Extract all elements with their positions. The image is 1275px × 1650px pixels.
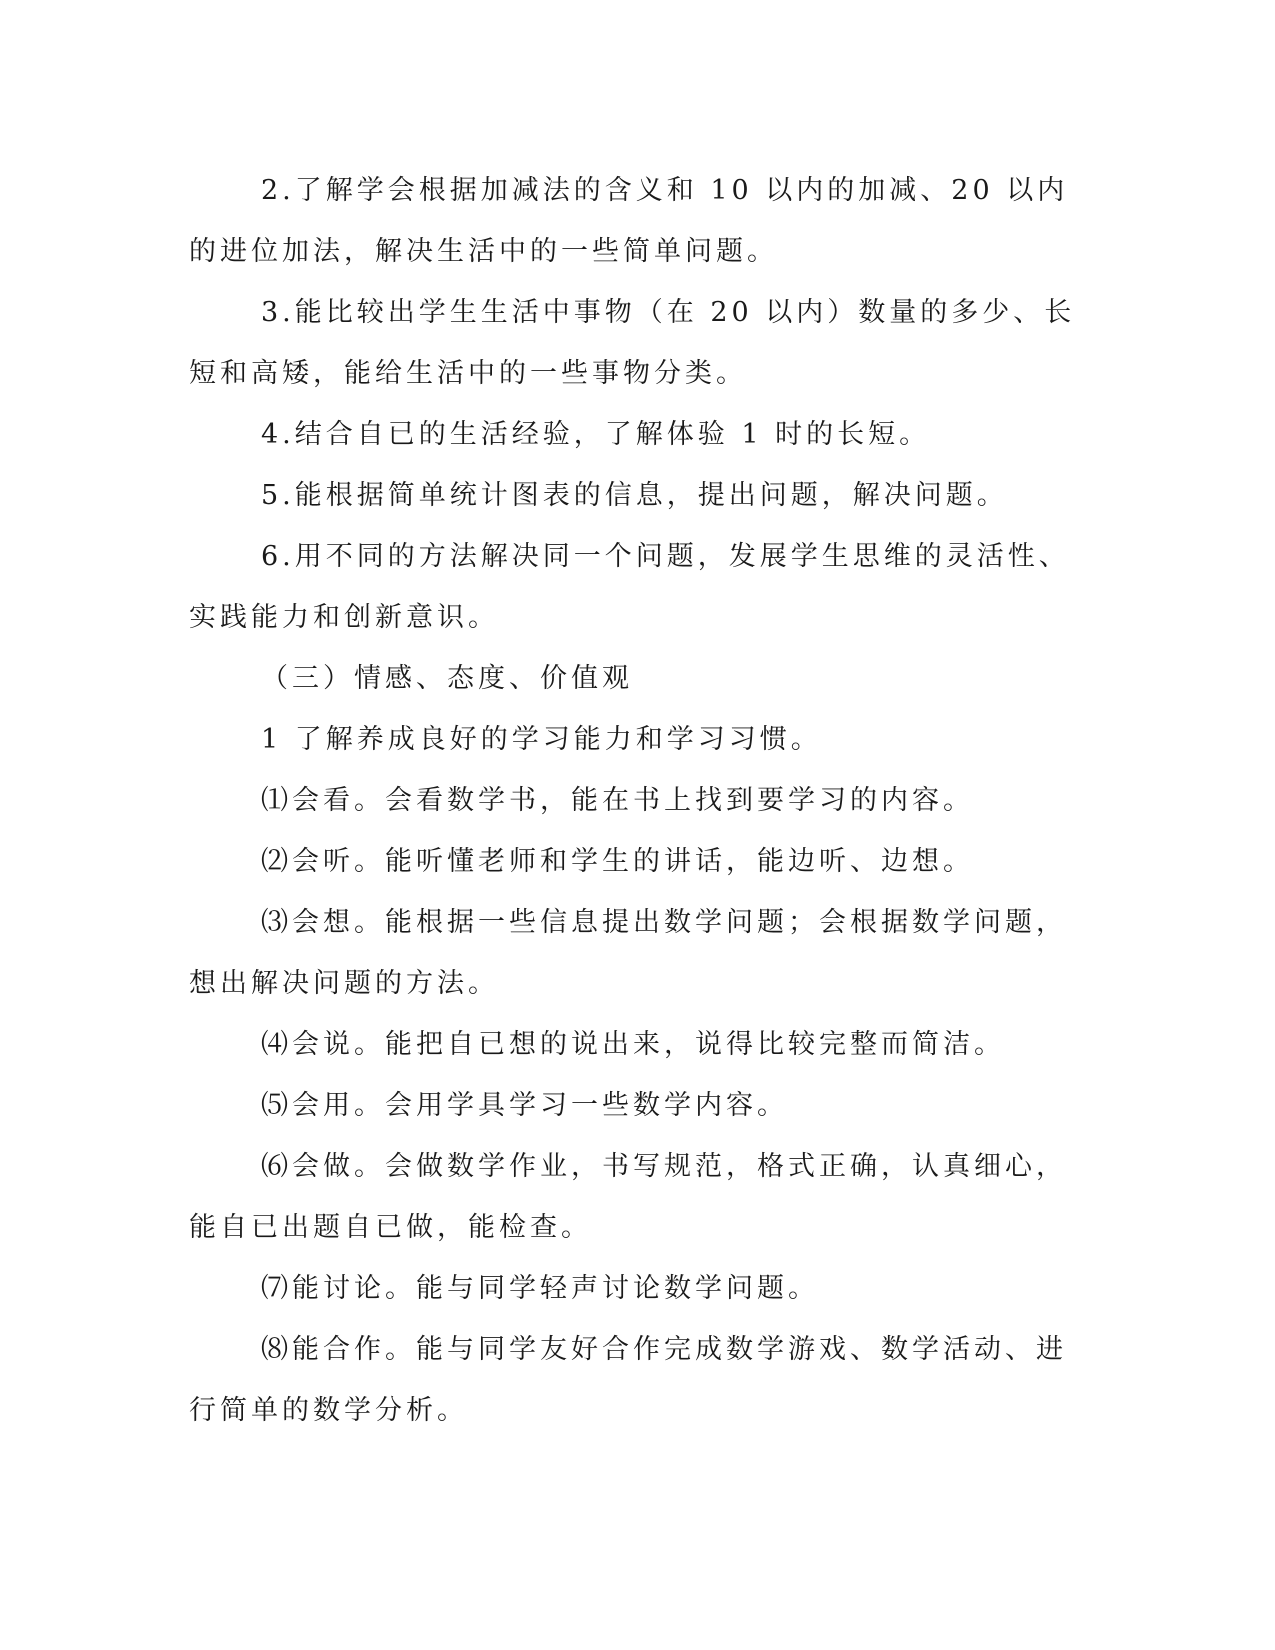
document-body <box>189 160 1079 1441</box>
habit-item-listen: ⑵会听。能听懂老师和学生的讲话，能边听、边想。 <box>261 846 974 877</box>
habit-item-use: ⑸会用。会用学具学习一些数学内容。 <box>261 1090 788 1121</box>
paragraph-item-2: 2.了解学会根据加减法的含义和 10 以内的加减、20 以内的进位加法，解决生活中的一些简单问题。 <box>189 175 1069 267</box>
habit-item-speak: ⑷会说。能把自已想的说出来，说得比较完整而简洁。 <box>261 1029 1005 1060</box>
habit-item-discuss: ⑺能讨论。能与同学轻声讨论数学问题。 <box>261 1273 819 1304</box>
paragraph-item-6: 6.用不同的方法解决同一个问题，发展学生思维的灵活性、实践能力和创新意识。 <box>189 541 1070 633</box>
paragraph-item-3: 3.能比较出学生生活中事物（在 20 以内）数量的多少、长短和高矮，能给生活中的一些事物分类。 <box>189 297 1076 389</box>
habit-item-do: ⑹会做。会做数学作业，书写规范，格式正确，认真细心，能自已出题自已做，能检查。 <box>189 1151 1067 1243</box>
habit-item-think: ⑶会想。能根据一些信息提出数学问题；会根据数学问题，想出解决问题的方法。 <box>189 907 1067 999</box>
habit-item-look: ⑴会看。会看数学书，能在书上找到要学习的内容。 <box>261 785 974 816</box>
section-heading-emotion-attitude-values: （三）情感、态度、价值观 <box>261 663 633 694</box>
habit-item-cooperate: ⑻能合作。能与同学友好合作完成数学游戏、数学活动、进行简单的数学分析。 <box>189 1334 1067 1426</box>
paragraph-habit-intro: 1 了解养成良好的学习能力和学习习惯。 <box>261 724 822 755</box>
paragraph-item-5: 5.能根据简单统计图表的信息，提出问题，解决问题。 <box>261 480 1008 511</box>
paragraph-item-4: 4.结合自已的生活经验，了解体验 1 时的长短。 <box>261 419 931 450</box>
